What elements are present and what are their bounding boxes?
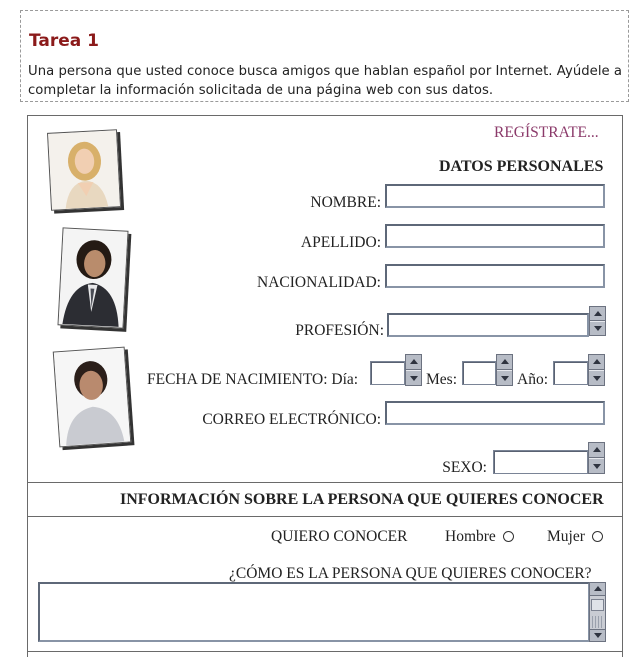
- task-box: [20, 10, 629, 102]
- chevron-down-icon[interactable]: [406, 370, 421, 385]
- dia-spinner[interactable]: [405, 354, 422, 386]
- chevron-down-icon[interactable]: [589, 370, 604, 385]
- profesion-spinner[interactable]: [589, 306, 606, 336]
- dia-select[interactable]: [370, 361, 405, 385]
- scroll-grip-icon: [592, 616, 603, 628]
- chevron-down-icon[interactable]: [589, 458, 604, 473]
- chevron-up-icon[interactable]: [590, 307, 605, 321]
- label-mujer: Mujer: [547, 528, 585, 545]
- form-bottom-line: [27, 651, 623, 652]
- task-instructions: [28, 62, 626, 100]
- task-line-2: completar la información solicitada de una página web con sus datos.: [28, 83, 494, 98]
- task-line-1: Una persona que usted conoce busca amigos que hablan español por Internet. Ayúdele a: [28, 64, 623, 79]
- man-suit-image: [59, 228, 128, 327]
- textarea-scrollbar[interactable]: [589, 582, 606, 642]
- section-other-title: INFORMACIÓN SOBRE LA PERSONA QUE QUIERES CONOCER: [120, 491, 604, 508]
- sexo-select[interactable]: [493, 450, 588, 474]
- ano-spinner[interactable]: [588, 354, 605, 386]
- task-title: Tarea 1: [29, 31, 100, 51]
- label-apellido: APELLIDO:: [300, 234, 381, 251]
- chevron-down-icon[interactable]: [590, 321, 605, 335]
- chevron-up-icon[interactable]: [406, 355, 421, 370]
- mes-select[interactable]: [462, 361, 496, 385]
- profesion-select[interactable]: [387, 313, 589, 337]
- chevron-up-icon[interactable]: [589, 355, 604, 370]
- label-fecha: FECHA DE NACIMIENTO: Día:: [147, 371, 359, 388]
- scroll-up-icon[interactable]: [590, 583, 605, 596]
- section-personal-title: DATOS PERSONALES: [439, 158, 604, 175]
- label-ano: Año:: [517, 371, 548, 388]
- register-link[interactable]: REGÍSTRATE...: [494, 124, 599, 141]
- correo-input[interactable]: [385, 401, 605, 425]
- mujer-radio[interactable]: [592, 531, 603, 542]
- blonde-woman-image: [48, 130, 120, 209]
- section-divider-top: [27, 482, 623, 483]
- nombre-input[interactable]: [385, 184, 605, 208]
- photo-young-woman: [53, 347, 132, 448]
- label-nacionalidad: NACIONALIDAD:: [257, 274, 381, 291]
- ano-select[interactable]: [553, 361, 588, 385]
- label-sexo: SEXO:: [442, 459, 487, 476]
- young-woman-image: [54, 348, 130, 447]
- label-profesion: PROFESIÓN:: [295, 322, 384, 339]
- nacionalidad-input[interactable]: [385, 264, 605, 288]
- chevron-up-icon[interactable]: [497, 355, 512, 370]
- scroll-down-icon[interactable]: [590, 629, 605, 641]
- label-nombre: NOMBRE:: [310, 194, 381, 211]
- label-correo: CORREO ELECTRÓNICO:: [202, 411, 381, 428]
- mes-spinner[interactable]: [496, 354, 513, 386]
- label-mes: Mes:: [426, 371, 457, 388]
- chevron-up-icon[interactable]: [589, 443, 604, 458]
- label-quiero-conocer: QUIERO CONOCER: [271, 528, 408, 545]
- label-hombre: Hombre: [445, 528, 496, 545]
- photo-man-suit: [57, 227, 128, 328]
- apellido-input[interactable]: [385, 224, 605, 248]
- hombre-radio[interactable]: [503, 531, 514, 542]
- chevron-down-icon[interactable]: [497, 370, 512, 385]
- photo-blonde-woman: [47, 129, 121, 211]
- description-textarea[interactable]: [38, 582, 590, 642]
- section-divider-bottom: [27, 516, 623, 517]
- scroll-thumb[interactable]: [591, 599, 604, 611]
- question-label: ¿CÓMO ES LA PERSONA QUE QUIERES CONOCER?: [229, 565, 592, 582]
- sexo-spinner[interactable]: [588, 442, 605, 474]
